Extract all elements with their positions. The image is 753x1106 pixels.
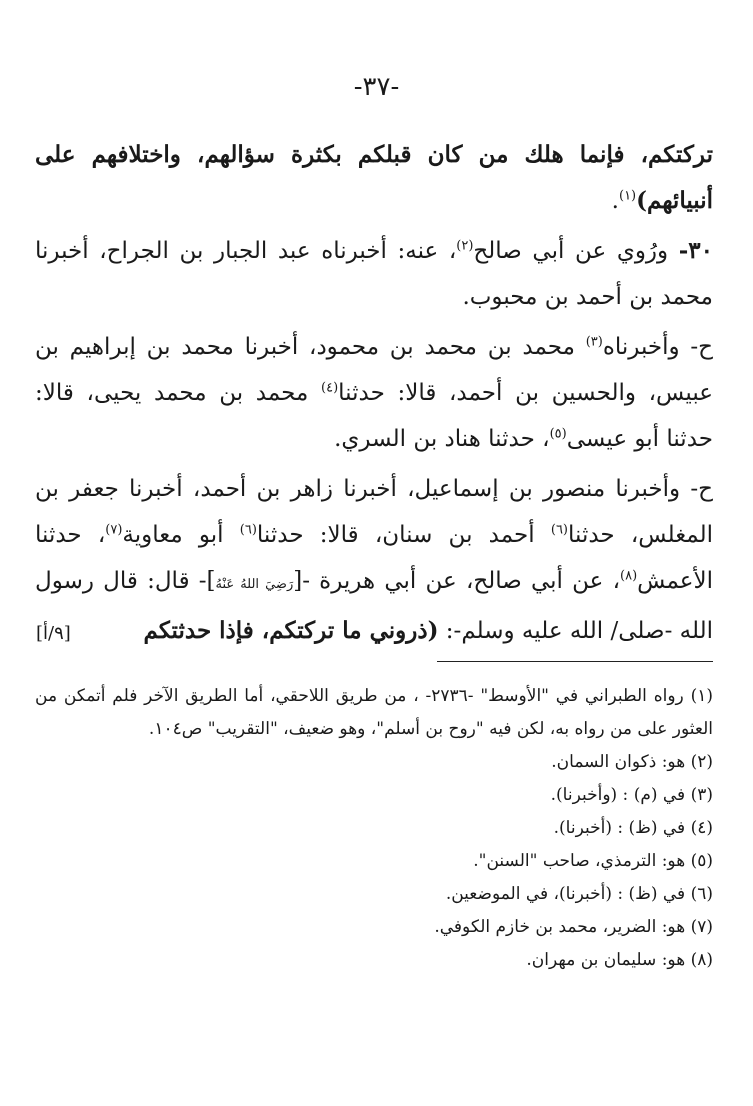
folio-marker: [٩/أ] xyxy=(36,623,71,644)
footnotes xyxy=(35,680,713,977)
paragraph-2-text-b: ، عنه: أخبرناه عبد الجبار بن الجراح، أخبرنا محمد بن أحمد بن محبوب. xyxy=(35,238,713,310)
footnote-ref-4[interactable]: (٤) xyxy=(321,380,339,396)
footnote-ref-6a[interactable]: (٦) xyxy=(550,522,568,538)
footnote-ref-3[interactable]: (٣) xyxy=(585,334,603,350)
footnote-ref-8[interactable]: (٨) xyxy=(620,568,638,584)
paragraph-3-text-a: ح- وأخبرناه xyxy=(602,334,714,360)
footnote-ref-5[interactable]: (٥) xyxy=(549,426,567,442)
paragraph-2-text-a: ورُوي عن أبي صالح xyxy=(473,238,679,264)
footnote-ref-2[interactable]: (٢) xyxy=(456,238,474,254)
paragraph-3-text-d: ، حدثنا هناد بن السري. xyxy=(334,426,550,452)
paragraph-3-text-c: محمد بن محمد يحيى، قالا: حدثنا أبو عيسى xyxy=(35,380,713,452)
page-number: -٣٧- xyxy=(353,72,400,102)
paragraph-4-text-e: ، عن أبي صالح، عن أبي هريرة -[ xyxy=(293,568,620,594)
footnote-6: (٦) في (ظ) : (أخبرنا)، في الموضعين. xyxy=(445,884,713,904)
footnote-4: (٤) في (ظ) : (أخبرنا). xyxy=(553,818,713,838)
paragraph-3 xyxy=(35,324,713,462)
hadith-text-bold-2: (ذروني ما تركتكم، فإذا حدثتكم xyxy=(143,617,439,644)
footnote-ref-6b[interactable]: (٦) xyxy=(239,522,257,538)
paragraph-4-text-b: أحمد بن سنان، قالا: حدثنا xyxy=(256,522,551,548)
footnote-7: (٧) هو: الضرير، محمد بن خازم الكوفي. xyxy=(434,917,713,937)
footnote-ref-1[interactable]: (١) xyxy=(618,188,637,204)
footnote-8: (٨) هو: سليمان بن مهران. xyxy=(526,950,713,970)
footnote-5: (٥) هو: الترمذي، صاحب "السنن". xyxy=(473,851,713,871)
footnote-separator xyxy=(437,661,713,662)
hadith-number: ٣٠- xyxy=(678,237,714,264)
paragraph-1-end: . xyxy=(611,188,619,214)
paragraph-4-text-f: ]- قال: قال رسول الله -صلى/ الله عليه وسلم-: xyxy=(35,568,713,644)
paragraph-1 xyxy=(35,132,713,224)
footnote-ref-7[interactable]: (٧) xyxy=(105,522,123,538)
paragraph-4-text-c: أبو معاوية xyxy=(122,522,240,548)
main-text xyxy=(35,132,713,658)
paragraph-2 xyxy=(35,228,713,320)
footnote-1: (١) رواه الطبراني في "الأوسط" -٢٧٣٦- ، من طريق اللاحقي، أما الطريق الآخر فلم أتمكن من العثور على من رواه به، لكن فيه "روح بن أسلم"، وهو ضعيف، "التقريب" ص١٠٤. xyxy=(35,686,713,739)
hadith-text-bold: تركتكم، فإنما هلك من كان قبلكم بكثرة سؤالهم، واختلافهم على أنبيائهم) xyxy=(35,141,713,214)
paragraph-3-text-b: محمد بن محمد بن محمود، أخبرنا محمد بن إبراهيم بن عبيس، والحسين بن أحمد، قالا: حدثنا xyxy=(35,334,713,406)
paragraph-4-text-a: ح- وأخبرنا منصور بن إسماعيل، أخبرنا زاهر بن أحمد، أخبرنا جعفر بن المغلس، حدثنا xyxy=(35,476,713,548)
paragraph-4 xyxy=(35,466,713,654)
footnote-2: (٢) هو: ذكوان السمان. xyxy=(551,752,713,772)
footnote-3: (٣) في (م) : (وأخبرنا). xyxy=(550,785,713,805)
honorific-glyph: رَضِيَ اللهُ عَنْهُ xyxy=(215,577,294,592)
paragraph-4-text-d: ، حدثنا الأعمش xyxy=(35,522,713,594)
